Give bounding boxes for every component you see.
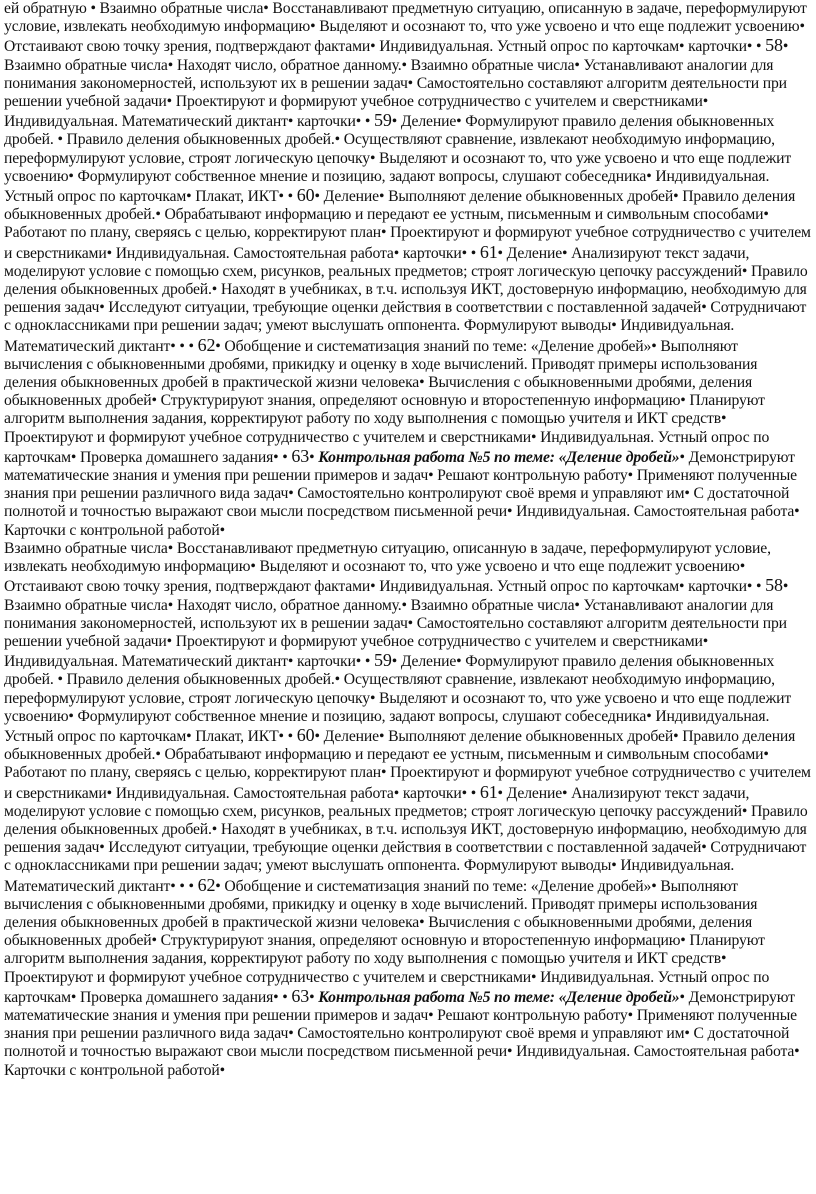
text-run: • Деление• Выполняют деление обыкновенных дробей• Правило деления обыкновенных дробей.• Обрабатывают информацию и передают ее устным, письменным и символьным способами• Работают по плану, сверяясь с целью, корректируют план• Проектируют и формируют учебное сотрудничество с учителем и сверстниками• Индивидуальная. Самостоятельная работа• карточки• • xyxy=(4,727,811,802)
text-run: • Демонстрируют математические знания и умения при решении примеров и задач• Решают контрольную работу• Применяют полученные знания при решении различного вида задач• Самостоятельно контролируют своё время и управляют им• С достаточной полнотой и точностью выражают свои мысли посредством письменной речи• Индивидуальная. Самостоятельная работа• Карточки с контрольной работой• xyxy=(4,988,800,1079)
lesson-number: 58 xyxy=(765,575,783,596)
text-run: • xyxy=(309,448,319,466)
text-run: • Деление• Формулируют правило деления обыкновенных дробей. • Правило деления обыкновенных дробей.• Осуществляют сравнение, извлекают необходимую информацию, переформулируют условие, строят логическую цепочку• Выделяют и осознают то, что уже усвоено и что еще подлежит усвоению• Формулируют собственное мнение и позицию, задают вопросы, слушают собеседника• Индивидуальная. Устный опрос по карточкам• Плакат, ИКТ• • xyxy=(4,653,792,745)
text-run: • Демонстрируют математические знания и умения при решении примеров и задач• Решают контрольную работу• Применяют полученные знания при решении различного вида задач• Самостоятельно контролируют своё время и управляют им• С достаточной полнотой и точностью выражают свои мысли посредством письменной речи• Индивидуальная. Самостоятельная работа• Карточки с контрольной работой• xyxy=(4,448,800,539)
text-block-2 xyxy=(4,540,812,1080)
text-run: • Деление• Формулируют правило деления обыкновенных дробей. • Правило деления обыкновенных дробей.• Осуществляют сравнение, извлекают необходимую информацию, переформулируют условие, строят логическую цепочку• Выделяют и осознают то, что уже усвоено и что еще подлежит усвоению• Формулируют собственное мнение и позицию, задают вопросы, слушают собеседника• Индивидуальная. Устный опрос по карточкам• Плакат, ИКТ• • xyxy=(4,113,792,206)
lesson-number: 63 xyxy=(291,985,310,1006)
lesson-number: 62 xyxy=(197,334,216,355)
text-run: Взаимно обратные числа• Восстанавливают предметную ситуацию, описанную в задаче, переформулируют условие, извлекать необходимую информацию• Выделяют и осознают то, что уже усвоено и что еще подлежит усвоению• Отстаивают свою точку зрения, подтверждают фактами• Индивидуальная. Устный опрос по карточкам• карточки• • xyxy=(4,539,771,596)
lesson-number: 58 xyxy=(765,35,783,56)
lesson-number: 61 xyxy=(479,781,498,802)
text-run: • Взаимно обратные числа• Находят число, обратное данному.• Взаимно обратные числа• Устанавливают аналогии для понимания закономерностей, используют их в решении задач• Самостоятельно составляют алгоритм деятельности при решении учебной задачи• Проектируют и формируют учебное сотрудничество с учителем и сверстниками• Индивидуальная. Математический диктант• карточки• • xyxy=(4,38,789,131)
test-title: Контрольная работа №5 по теме: «Деление дробей» xyxy=(318,988,680,1006)
text-run: • Обобщение и систематизация знаний по теме: «Деление дробей»• Выполняют вычисления с обыкновенными дробями, прикидку и оценку в ходе вычислений. Приводят примеры использования деления обыкновенных дробей в практической жизни человека• Вычисления с обыкновенными дробями, деления обыкновенных дробей• Структурируют знания, определяют основную и второстепенную информацию• Планируют алгоритм выполнения задания, корректируют работу по ходу выполнения с помощью учителя и ИКТ средств• Проектируют и формируют учебное сотрудничество с учителем и сверстниками• Индивидуальная. Устный опрос по карточкам• Проверка домашнего задания• • xyxy=(4,877,770,1006)
lesson-number: 59 xyxy=(374,110,392,131)
text-block-1 xyxy=(4,0,812,540)
lesson-number: 60 xyxy=(296,724,315,745)
text-run: • Деление• Выполняют деление обыкновенных дробей• Правило деления обыкновенных дробей.• Обрабатывают информацию и передают ее устным, письменным и символьным способами• Работают по плану, сверяясь с целью, корректируют план• Проектируют и формируют учебное сотрудничество с учителем и сверстниками• Индивидуальная. Самостоятельная работа• карточки• • xyxy=(4,188,811,262)
text-run: • Деление• Анализируют текст задачи, моделируют условие с помощью схем, рисунков, реальных предметов; строят логическую цепочку рассуждений• Правило деления обыкновенных дробей.• Находят в учебниках, в т.ч. используя ИКТ, достоверную информацию, необходимую для решения задач• Исследуют ситуации, требующие оценки действия в соответствии с поставленной задачей• Сотрудничают с одноклассниками при решении задач; умеют выслушать оппонента. Формулируют выводы• Индивидуальная. Математический диктант• • • xyxy=(4,244,808,355)
lesson-number: 62 xyxy=(197,874,216,895)
text-run: • Взаимно обратные числа• Находят число, обратное данному.• Взаимно обратные числа• Устанавливают аналогии для понимания закономерностей, используют их в решении задач• Самостоятельно составляют алгоритм деятельности при решении учебной задачи• Проектируют и формируют учебное сотрудничество с учителем и сверстниками• Индивидуальная. Математический диктант• карточки• • xyxy=(4,578,789,671)
test-title: Контрольная работа №5 по теме: «Деление дробей» xyxy=(318,448,680,466)
text-run: ей обратную • Взаимно обратные числа• Восстанавливают предметную ситуацию, описанную в задаче, переформулируют условие, извлекать необходимую информацию• Выделяют и осознают то, что уже усвоено и что еще подлежит усвоению• Отстаивают свою точку зрения, подтверждают фактами• Индивидуальная. Устный опрос по карточкам• карточки• • xyxy=(4,0,807,56)
lesson-number: 61 xyxy=(479,241,498,262)
text-run: • xyxy=(309,988,319,1006)
text-run: • Деление• Анализируют текст задачи, моделируют условие с помощью схем, рисунков, реальных предметов; строят логическую цепочку рассуждений• Правило деления обыкновенных дробей.• Находят в учебниках, в т.ч. используя ИКТ, достоверную информацию, необходимую для решения задач• Исследуют ситуации, требующие оценки действия в соответствии с поставленной задачей• Сотрудничают с одноклассниками при решении задач; умеют выслушать оппонента. Формулируют выводы• Индивидуальная. Математический диктант• • • xyxy=(4,784,808,895)
lesson-number: 60 xyxy=(296,185,315,206)
lesson-number: 63 xyxy=(291,445,310,466)
lesson-number: 59 xyxy=(374,650,392,671)
text-run: • Обобщение и систематизация знаний по теме: «Деление дробей»• Выполняют вычисления с обыкновенными дробями, прикидку и оценку в ходе вычислений. Приводят примеры использования деления обыкновенных дробей в практической жизни человека• Вычисления с обыкновенными дробями, деления обыкновенных дробей• Структурируют знания, определяют основную и второстепенную информацию• Планируют алгоритм выполнения задания, корректируют работу по ходу выполнения с помощью учителя и ИКТ средств• Проектируют и формируют учебное сотрудничество с учителем и сверстниками• Индивидуальная. Устный опрос по карточкам• Проверка домашнего задания• • xyxy=(4,337,770,466)
